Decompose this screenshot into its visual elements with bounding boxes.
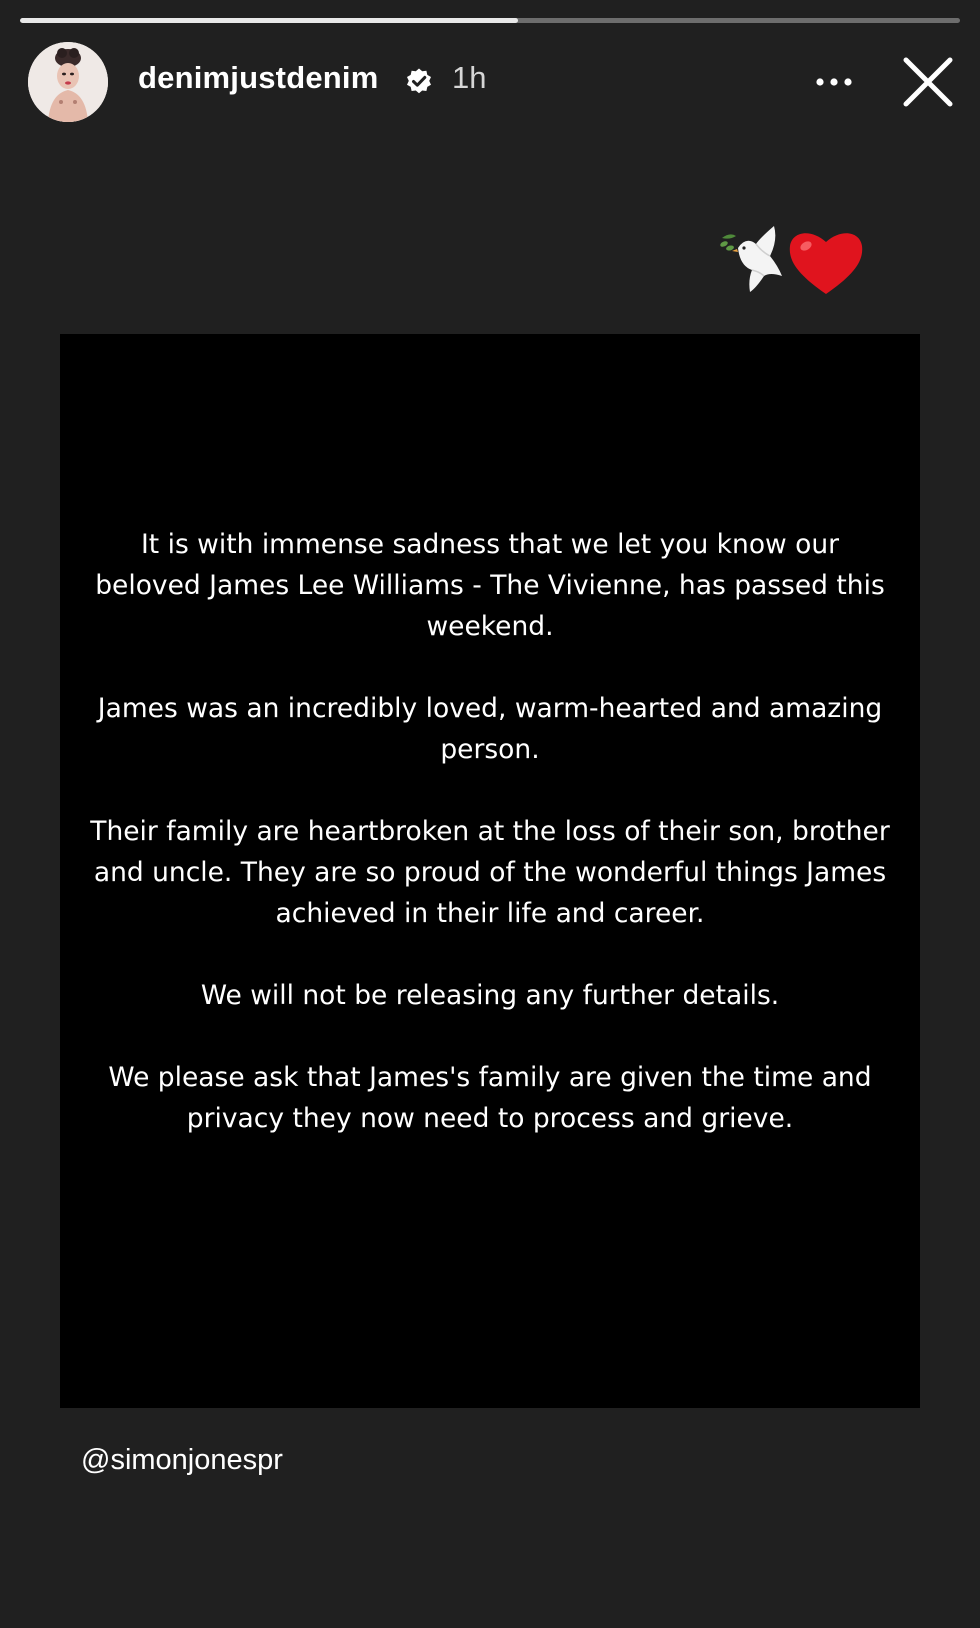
paragraph: We please ask that James's family are given the time and privacy they now need to process and grieve. [108, 1062, 872, 1134]
mention-link[interactable]: @simonjonespr [81, 1444, 283, 1476]
paragraph: Their family are heartbroken at the loss of their son, brother and uncle. They are so proud of the wonderful things James achieved in their life and career. [90, 816, 890, 929]
story-header [28, 42, 960, 122]
username[interactable]: denimjustdenim [138, 60, 379, 95]
red-heart-icon [790, 233, 862, 294]
post-image [60, 334, 920, 1408]
paragraph: We will not be releasing any further details. [200, 980, 780, 1011]
avatar[interactable] [28, 42, 108, 122]
timestamp: 1h [452, 60, 487, 95]
dove-icon [719, 226, 782, 292]
story-progress-fill [20, 18, 518, 23]
close-icon[interactable] [902, 56, 954, 108]
avatar-image [28, 42, 108, 122]
announcement-text [90, 524, 890, 1180]
emoji-sticker[interactable] [716, 222, 866, 298]
paragraph: James was an incredibly loved, warm-hearted and amazing person. [97, 693, 883, 765]
paragraph: It is with immense sadness that we let you know our beloved James Lee Williams - The Vivienne, has passed this weekend. [95, 529, 885, 642]
verified-badge-icon [404, 67, 434, 97]
more-horizontal-icon[interactable] [811, 68, 857, 96]
story-progress-bar [20, 18, 960, 23]
